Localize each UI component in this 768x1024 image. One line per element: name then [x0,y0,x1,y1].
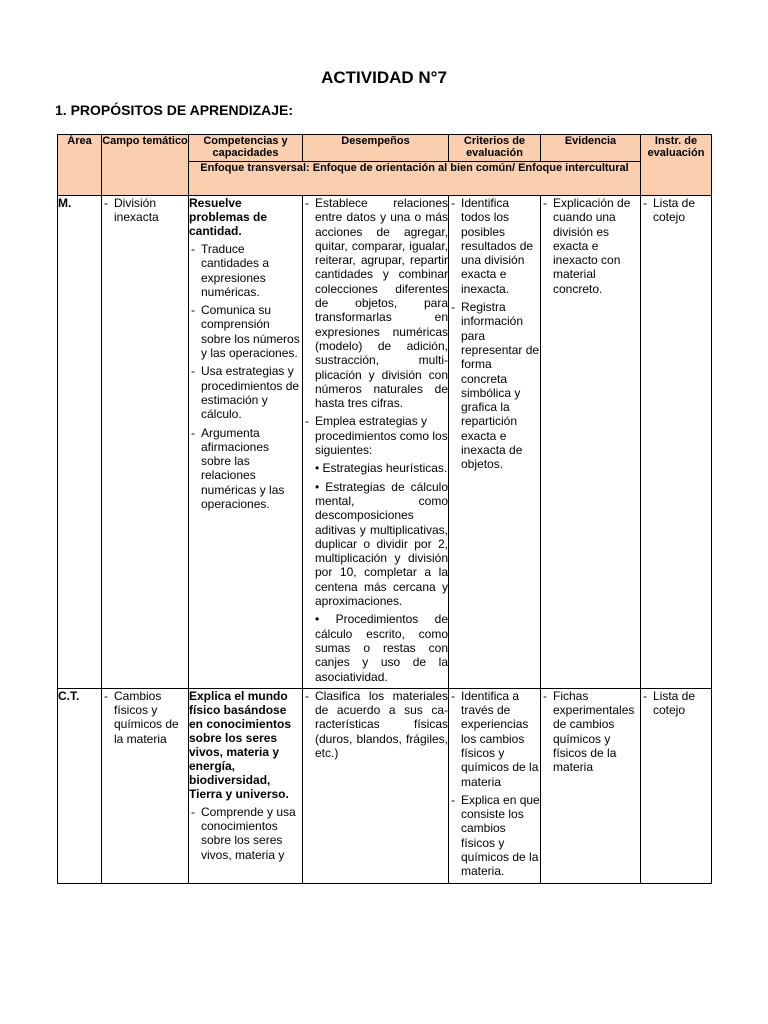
section-heading: 1. PROPÓSITOS DE APRENDIZAJE: [55,102,294,118]
list-item: - Explicación de cuando una división es exacta e inexacto con material concreto. [541,196,640,296]
area-cell: M. [58,196,102,689]
learning-purposes-table [57,134,712,884]
criterios-cell [449,196,541,689]
campo-cell [102,688,189,883]
desempenos-cell [303,688,449,883]
header-campo-tematico: Campo temático [102,135,189,196]
strategy-item: • Estrategias heurísticas. [315,461,448,476]
instrumento-cell [641,688,712,883]
header-enfoque-transversal: Enfoque transversal: Enfoque de orientación al bien común/ Enfoque intercultural [189,162,641,196]
list-item: - Identifica a través de experiencias los cambios físicos y químicos de la materia [449,689,540,789]
list-item: - Identifica todos los posibles resultados de una división exacta e inexacta. [449,196,540,296]
instrumento-cell [641,196,712,689]
list-item: - Argumenta afirmaciones sobre las relaciones numéricas y las operaciones. [189,426,302,512]
desempenos-cell [303,196,449,689]
evidencia-cell [541,688,641,883]
strategy-item: • Estrategias de cálculo mental, como descomposiciones aditivas y multiplicativas, duplicar o dividir por 2, multiplicación y división por 10, completar a la centena más cercana y aproximaciones. [315,479,448,609]
competencia-title: Resuelve problemas de cantidad. [189,196,268,238]
competencia-cell [189,688,303,883]
list-item: - Establece relaciones entre datos y una o más acciones de agregar, quitar, comparar, igualar, reiterar, agrupar, repartir cantidades y combinar colecciones diferentes de objetos, para transformarlas en expresiones numéricas (modelo) de adición, sustracción, multi-plicación y división con números naturales de hasta tres cifras. [303,196,448,410]
list-item: - Lista de cotejo [641,689,711,718]
page-title: ACTIVIDAD N°7 [321,68,447,87]
list-item: - Comunica su comprensión sobre los números y las operaciones. [189,303,302,360]
list-item: - Comprende y usa conocimientos sobre los seres vivos, materia y [189,805,302,862]
list-item: - Cambios físicos y químicos de la materia [102,689,188,746]
header-evidencia: Evidencia [541,135,641,162]
list-item: - Emplea estrategias y procedimientos como los siguientes: • Estrategias heurísticas. • Estrategias de cálculo mental, como descomposiciones aditivas y multiplicativas, duplicar o dividir por 2, multiplicación y división por 10, completar a la centena más cercana y aproximaciones. • Procedimientos de cálculo escrito, como sumas o restas con canjes y uso de la asociatividad. [303,414,448,683]
table-row [58,196,712,689]
header-criterios: Criterios de evaluación [449,135,541,162]
list-item: - Registra información para representar de forma concreta simbólica y grafica la repartición exacta e inexacta de objetos. [449,300,540,472]
evidencia-cell [541,196,641,689]
header-area: Área [58,135,102,196]
list-item: - División inexacta [102,196,188,225]
list-item: - Clasifica los materiales de acuerdo a sus ca-racterísticas físicas (duros, blandos, frágiles, etc.) [303,689,448,760]
header-instrumento: Instr. de evaluación [641,135,712,196]
list-item: - Lista de cotejo [641,196,711,225]
list-item: - Explica en que consiste los cambios físicos y químicos de la materia. [449,793,540,879]
area-cell: C.T. [58,688,102,883]
header-desempenos: Desempeños [303,135,449,162]
list-item: - Traduce cantidades a expresiones numéricas. [189,242,302,299]
criterios-cell [449,688,541,883]
header-competencias: Competencias y capacidades [189,135,303,162]
table-row [58,688,712,883]
competencia-title: Explica el mundo físico basándose en conocimientos sobre los seres vivos, materia y energía, biodiversidad, Tierra y universo. [189,688,292,801]
strategy-item: • Procedimientos de cálculo escrito, como sumas o restas con canjes y uso de la asociatividad. [315,612,448,684]
campo-cell [102,196,189,689]
competencia-cell [189,196,303,689]
list-item: - Usa estrategias y procedimientos de estimación y cálculo. [189,364,302,421]
list-item: - Fichas experimentales de cambios químicos y físicos de la materia [541,689,640,775]
